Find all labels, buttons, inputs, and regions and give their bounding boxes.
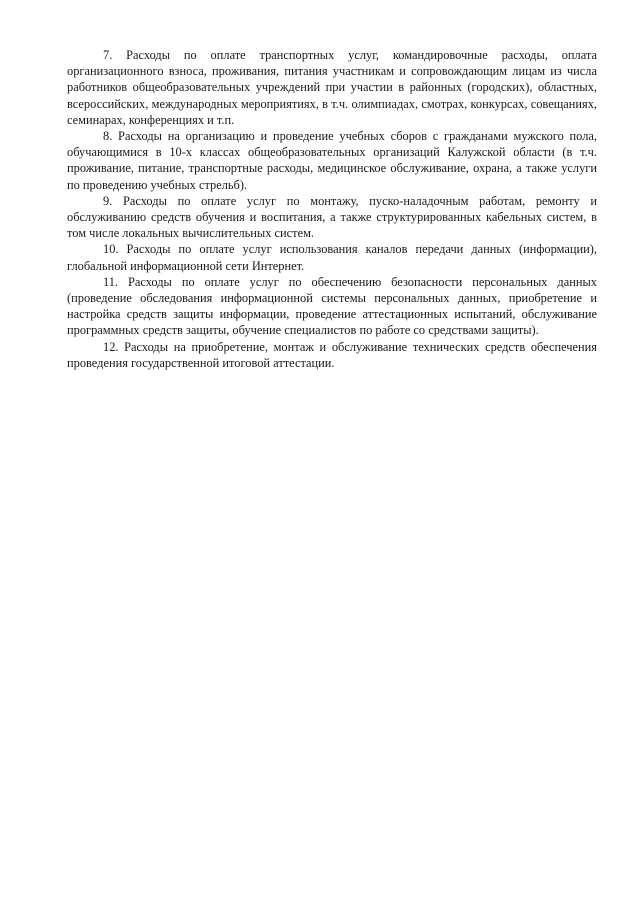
document-body [67,47,597,371]
paragraph-item-7: 7. Расходы по оплате транспортных услуг, командировочные расходы, оплата организационного взноса, проживания, питания участникам и сопровождающим лицам из числа работников общеобразовательных учреждений при участии в районных (городских), областных, всероссийских, международных мероприятиях, в т.ч. олимпиадах, смотрах, конкурсах, совещаниях, семинарах, конференциях и т.п. [67,48,597,127]
paragraph-item-12: 12. Расходы на приобретение, монтаж и обслуживание технических средств обеспечения проведения государственной итоговой аттестации. [67,339,597,370]
paragraph-item-10: 10. Расходы по оплате услуг использования каналов передачи данных (информации), глобальной информационной сети Интернет. [67,242,597,273]
paragraph-item-8: 8. Расходы на организацию и проведение учебных сборов с гражданами мужского пола, обучающимися в 10-х классах общеобразовательных организаций Калужской области (в т.ч. проживание, питание, транспортные расходы, медицинское обслуживание, охрана, а также услуги по проведению учебных стрельб). [67,129,597,192]
paragraph-item-11: 11. Расходы по оплате услуг по обеспечению безопасности персональных данных (проведение обследования информационной системы персональных данных, приобретение и настройка средств защиты информации, проведение аттестационных испытаний, обслуживание программных средств защиты, обучение специалистов по работе со средствами защиты). [67,274,597,338]
paragraph-item-9: 9. Расходы по оплате услуг по монтажу, пуско-наладочным работам, ремонту и обслуживанию средств обучения и воспитания, а также структурированных кабельных систем, в том числе локальных вычислительных систем. [67,193,597,241]
